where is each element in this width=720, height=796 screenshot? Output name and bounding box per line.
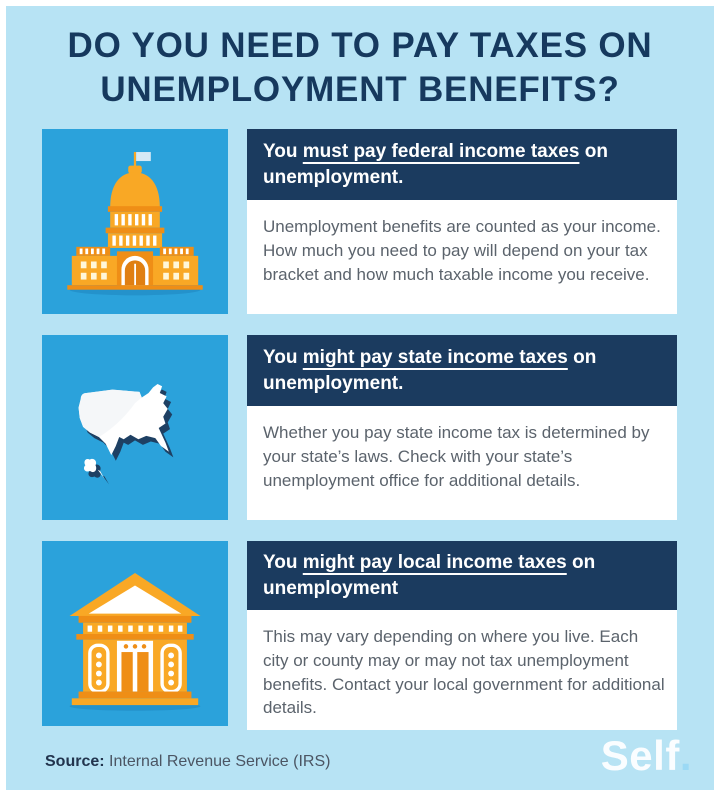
source-text: Internal Revenue Service (IRS) [109,753,331,770]
page-title [6,24,714,113]
section-state-heading: You might pay state income taxes on unemployment. [247,335,677,406]
capitol-building-icon [42,129,228,314]
page-title-line1: DO YOU NEED TO PAY TAXES ON [67,26,653,65]
section-local [42,541,677,726]
underlined-phrase: must pay federal income taxes [302,141,580,162]
underlined-phrase: might pay local income taxes [302,551,567,573]
source-label: Source: [45,753,105,770]
section-federal-body: Unemployment benefits are counted as your income. How much you need to pay will depend on your tax bracket and how much taxable income you receive. [247,200,677,314]
section-federal-text [247,129,677,314]
source-note [45,753,330,771]
section-local-body: This may vary depending on where you live. Each city or county may or may not tax unemployment benefits. Contact your local government for additional details. [247,610,677,730]
section-federal-heading: You must pay federal income taxes on unemployment. [247,129,677,200]
self-logo-dot: . [679,732,692,779]
section-state-body: Whether you pay state income tax is determined by your state’s laws. Check with your state’s unemployment office for additional details. [247,406,677,520]
bank-building-icon [42,541,228,726]
section-local-heading: You might pay local income taxes on unemployment [247,541,677,610]
underlined-phrase: might pay state income taxes [302,347,568,368]
usa-map-icon [42,335,228,520]
page-title-line2: UNEMPLOYMENT BENEFITS? [100,70,620,110]
section-federal [42,129,677,314]
section-state [42,335,677,520]
self-logo-text: Self [600,732,680,779]
self-logo [601,732,692,780]
section-local-text [247,541,677,726]
section-state-text [247,335,677,520]
